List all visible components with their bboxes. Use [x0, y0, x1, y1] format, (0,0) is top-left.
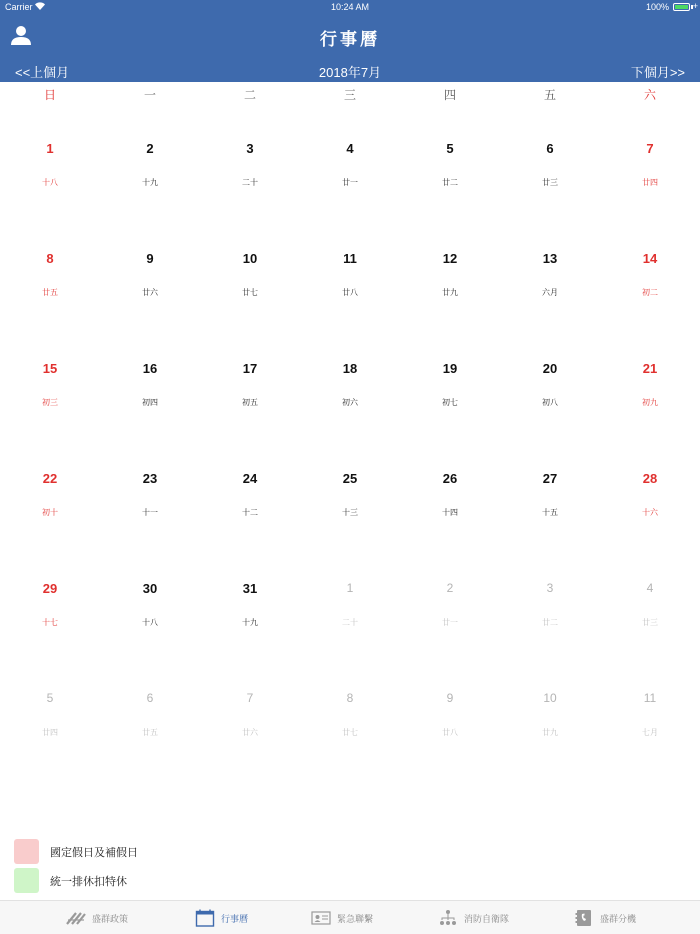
day-number: 5	[46, 691, 54, 705]
weekday-mon: 一	[143, 88, 156, 102]
calendar-day-cell[interactable]	[600, 680, 700, 790]
tab-policy[interactable]	[66, 908, 128, 928]
tab-label: 行事曆	[221, 913, 249, 924]
day-number: 3	[546, 581, 554, 595]
day-number: 12	[442, 251, 458, 266]
lunar-date: 廿五	[42, 288, 58, 297]
day-number: 4	[346, 141, 354, 156]
day-number: 8	[346, 691, 354, 705]
lunar-date: 初五	[242, 398, 258, 407]
calendar-day-cell[interactable]	[600, 460, 700, 570]
day-number: 31	[242, 581, 258, 596]
calendar-day-cell[interactable]	[0, 570, 100, 680]
calendar-day-cell[interactable]	[300, 680, 400, 790]
calendar-day-cell[interactable]	[0, 350, 100, 460]
day-number: 4	[646, 581, 654, 595]
previous-month-button[interactable]: <<上個月	[15, 65, 70, 80]
calendar-week-row	[0, 350, 700, 460]
lunar-date: 十二	[242, 508, 258, 517]
lunar-date: 二十	[242, 178, 258, 187]
calendar-day-cell[interactable]	[100, 240, 200, 350]
calendar-day-cell[interactable]	[200, 240, 300, 350]
day-number: 29	[42, 581, 58, 596]
day-number: 19	[442, 361, 458, 376]
day-number: 10	[242, 251, 258, 266]
lunar-date: 廿八	[442, 728, 458, 737]
calendar-day-cell[interactable]	[600, 350, 700, 460]
next-month-button[interactable]: 下個月>>	[630, 65, 685, 80]
lunar-date: 十九	[242, 618, 258, 627]
tab-label: 盛群分機	[600, 913, 637, 924]
calendar-day-cell[interactable]	[400, 350, 500, 460]
day-number: 6	[146, 691, 154, 705]
day-number: 9	[146, 251, 154, 266]
day-number: 1	[46, 141, 54, 156]
weekday-sun: 日	[43, 88, 56, 102]
contact-card-icon	[311, 909, 331, 927]
calendar-day-cell[interactable]	[600, 570, 700, 680]
calendar-day-cell[interactable]	[300, 570, 400, 680]
calendar-day-cell[interactable]	[200, 350, 300, 460]
calendar-day-cell[interactable]	[200, 680, 300, 790]
lunar-date: 廿二	[542, 618, 558, 627]
calendar-day-cell[interactable]	[0, 680, 100, 790]
day-number: 3	[246, 141, 254, 156]
weekday-sat: 六	[643, 88, 656, 102]
day-number: 20	[542, 361, 558, 376]
org-chart-icon	[438, 909, 458, 927]
weekday-fri: 五	[543, 88, 556, 102]
lunar-date: 初八	[542, 398, 558, 407]
lunar-date: 廿七	[342, 728, 358, 737]
status-bar	[0, 0, 700, 14]
lunar-date: 二十	[342, 618, 358, 627]
lunar-date: 十八	[42, 178, 58, 187]
calendar-day-cell[interactable]	[100, 130, 200, 240]
calendar-day-cell[interactable]	[0, 460, 100, 570]
calendar-week-row	[0, 460, 700, 570]
day-number: 13	[542, 251, 558, 266]
lunar-date: 廿一	[442, 618, 458, 627]
lunar-date: 初十	[42, 508, 58, 517]
lunar-date: 初三	[42, 398, 58, 407]
calendar-day-cell[interactable]	[500, 570, 600, 680]
day-number: 23	[142, 471, 158, 486]
tab-fire-brigade[interactable]	[438, 908, 509, 928]
calendar-day-cell[interactable]	[300, 130, 400, 240]
lunar-date: 初九	[642, 398, 658, 407]
lunar-date: 廿八	[342, 288, 358, 297]
day-number: 18	[342, 361, 358, 376]
tab-label: 消防自衛隊	[464, 913, 510, 924]
lunar-date: 十一	[142, 508, 158, 517]
current-month-label: 2018年7月	[318, 65, 382, 80]
calendar-day-cell[interactable]	[400, 130, 500, 240]
day-number: 16	[142, 361, 158, 376]
calendar-day-cell[interactable]	[600, 130, 700, 240]
day-number: 7	[246, 691, 254, 705]
day-number: 1	[346, 581, 354, 595]
tab-label: 盛群政策	[92, 913, 129, 924]
policy-icon	[66, 909, 86, 927]
lunar-date: 廿五	[142, 728, 158, 737]
weekday-wed: 三	[343, 88, 356, 102]
calendar-day-cell[interactable]	[300, 350, 400, 460]
calendar-day-cell[interactable]	[100, 460, 200, 570]
calendar-day-cell[interactable]	[300, 460, 400, 570]
lunar-date: 十七	[42, 618, 58, 627]
calendar-day-cell[interactable]	[200, 460, 300, 570]
calendar-day-cell[interactable]	[500, 680, 600, 790]
battery-level	[675, 5, 688, 9]
phone-book-icon	[574, 909, 594, 927]
day-number: 2	[146, 141, 154, 156]
lunar-date: 廿六	[142, 288, 158, 297]
calendar-week-row	[0, 570, 700, 680]
day-number: 11	[343, 251, 357, 266]
lunar-date: 廿六	[242, 728, 258, 737]
calendar-day-cell[interactable]	[100, 350, 200, 460]
lunar-date: 七月	[642, 728, 658, 737]
day-number: 5	[446, 141, 454, 156]
tab-calendar[interactable]	[195, 908, 248, 928]
day-number: 8	[46, 251, 54, 266]
calendar-day-cell[interactable]	[500, 350, 600, 460]
lunar-date: 廿四	[42, 728, 58, 737]
calendar-day-cell[interactable]	[400, 570, 500, 680]
day-number: 26	[442, 471, 458, 486]
calendar-icon	[195, 909, 215, 927]
lunar-date: 初七	[442, 398, 458, 407]
day-number: 10	[543, 691, 557, 705]
day-number: 11	[643, 691, 657, 705]
calendar-day-cell[interactable]	[400, 240, 500, 350]
calendar-week-row	[0, 130, 700, 240]
calendar-day-cell[interactable]	[500, 240, 600, 350]
lunar-date: 初二	[642, 288, 658, 297]
carrier-label: Carrier	[5, 2, 33, 12]
tab-emergency-contact[interactable]	[311, 908, 373, 928]
lunar-date: 十九	[142, 178, 158, 187]
lunar-date: 廿二	[442, 178, 458, 187]
clock: 10:24 AM	[330, 2, 370, 12]
tab-bar	[0, 900, 700, 934]
calendar-day-cell[interactable]	[500, 130, 600, 240]
weekday-header	[0, 86, 700, 104]
day-number: 28	[642, 471, 658, 486]
lunar-date: 六月	[542, 288, 558, 297]
legend-label: 國定假日及補假日	[50, 846, 138, 859]
lunar-date: 十三	[342, 508, 358, 517]
day-number: 25	[342, 471, 358, 486]
holiday-swatch	[14, 839, 39, 864]
lunar-date: 廿九	[442, 288, 458, 297]
tab-label: 緊急聯繫	[337, 913, 374, 924]
calendar-day-cell[interactable]	[0, 240, 100, 350]
lunar-date: 十四	[442, 508, 458, 517]
weekday-tue: 二	[243, 88, 256, 102]
lunar-date: 十五	[542, 508, 558, 517]
lunar-date: 十六	[642, 508, 658, 517]
calendar-day-cell[interactable]	[400, 680, 500, 790]
lunar-date: 廿一	[342, 178, 358, 187]
legend-holiday	[14, 839, 314, 864]
calendar-day-cell[interactable]	[0, 130, 100, 240]
battery-icon	[673, 3, 690, 11]
leave-swatch	[14, 868, 39, 893]
day-number: 21	[642, 361, 658, 376]
lunar-date: 廿四	[642, 178, 658, 187]
day-number: 6	[546, 141, 554, 156]
calendar-day-cell[interactable]	[400, 460, 500, 570]
day-number: 17	[242, 361, 258, 376]
month-navigation	[0, 60, 700, 82]
page-title: 行事曆	[320, 30, 380, 49]
lunar-date: 廿三	[542, 178, 558, 187]
calendar-day-cell[interactable]	[100, 570, 200, 680]
calendar-day-cell[interactable]	[500, 460, 600, 570]
legend-label: 統一排休扣特休	[50, 875, 127, 888]
lunar-date: 初四	[142, 398, 158, 407]
calendar-day-cell[interactable]	[200, 570, 300, 680]
calendar-week-row	[0, 240, 700, 350]
lunar-date: 廿七	[242, 288, 258, 297]
lunar-date: 十八	[142, 618, 158, 627]
calendar-week-row	[0, 680, 700, 790]
calendar-day-cell[interactable]	[600, 240, 700, 350]
day-number: 30	[142, 581, 158, 596]
day-number: 9	[446, 691, 454, 705]
lunar-date: 廿三	[642, 618, 658, 627]
battery-percent: 100%	[645, 2, 669, 12]
legend-leave	[14, 868, 314, 893]
day-number: 22	[42, 471, 58, 486]
day-number: 7	[646, 141, 654, 156]
day-number: 27	[542, 471, 558, 486]
navigation-bar	[0, 14, 700, 60]
day-number: 24	[242, 471, 258, 486]
calendar-day-cell[interactable]	[300, 240, 400, 350]
day-number: 2	[446, 581, 454, 595]
lunar-date: 廿九	[542, 728, 558, 737]
calendar-day-cell[interactable]	[100, 680, 200, 790]
day-number: 14	[642, 251, 658, 266]
charging-icon: +	[692, 1, 698, 11]
day-number: 15	[42, 361, 58, 376]
tab-extension[interactable]	[574, 908, 636, 928]
lunar-date: 初六	[342, 398, 358, 407]
weekday-thu: 四	[443, 88, 456, 102]
calendar-day-cell[interactable]	[200, 130, 300, 240]
